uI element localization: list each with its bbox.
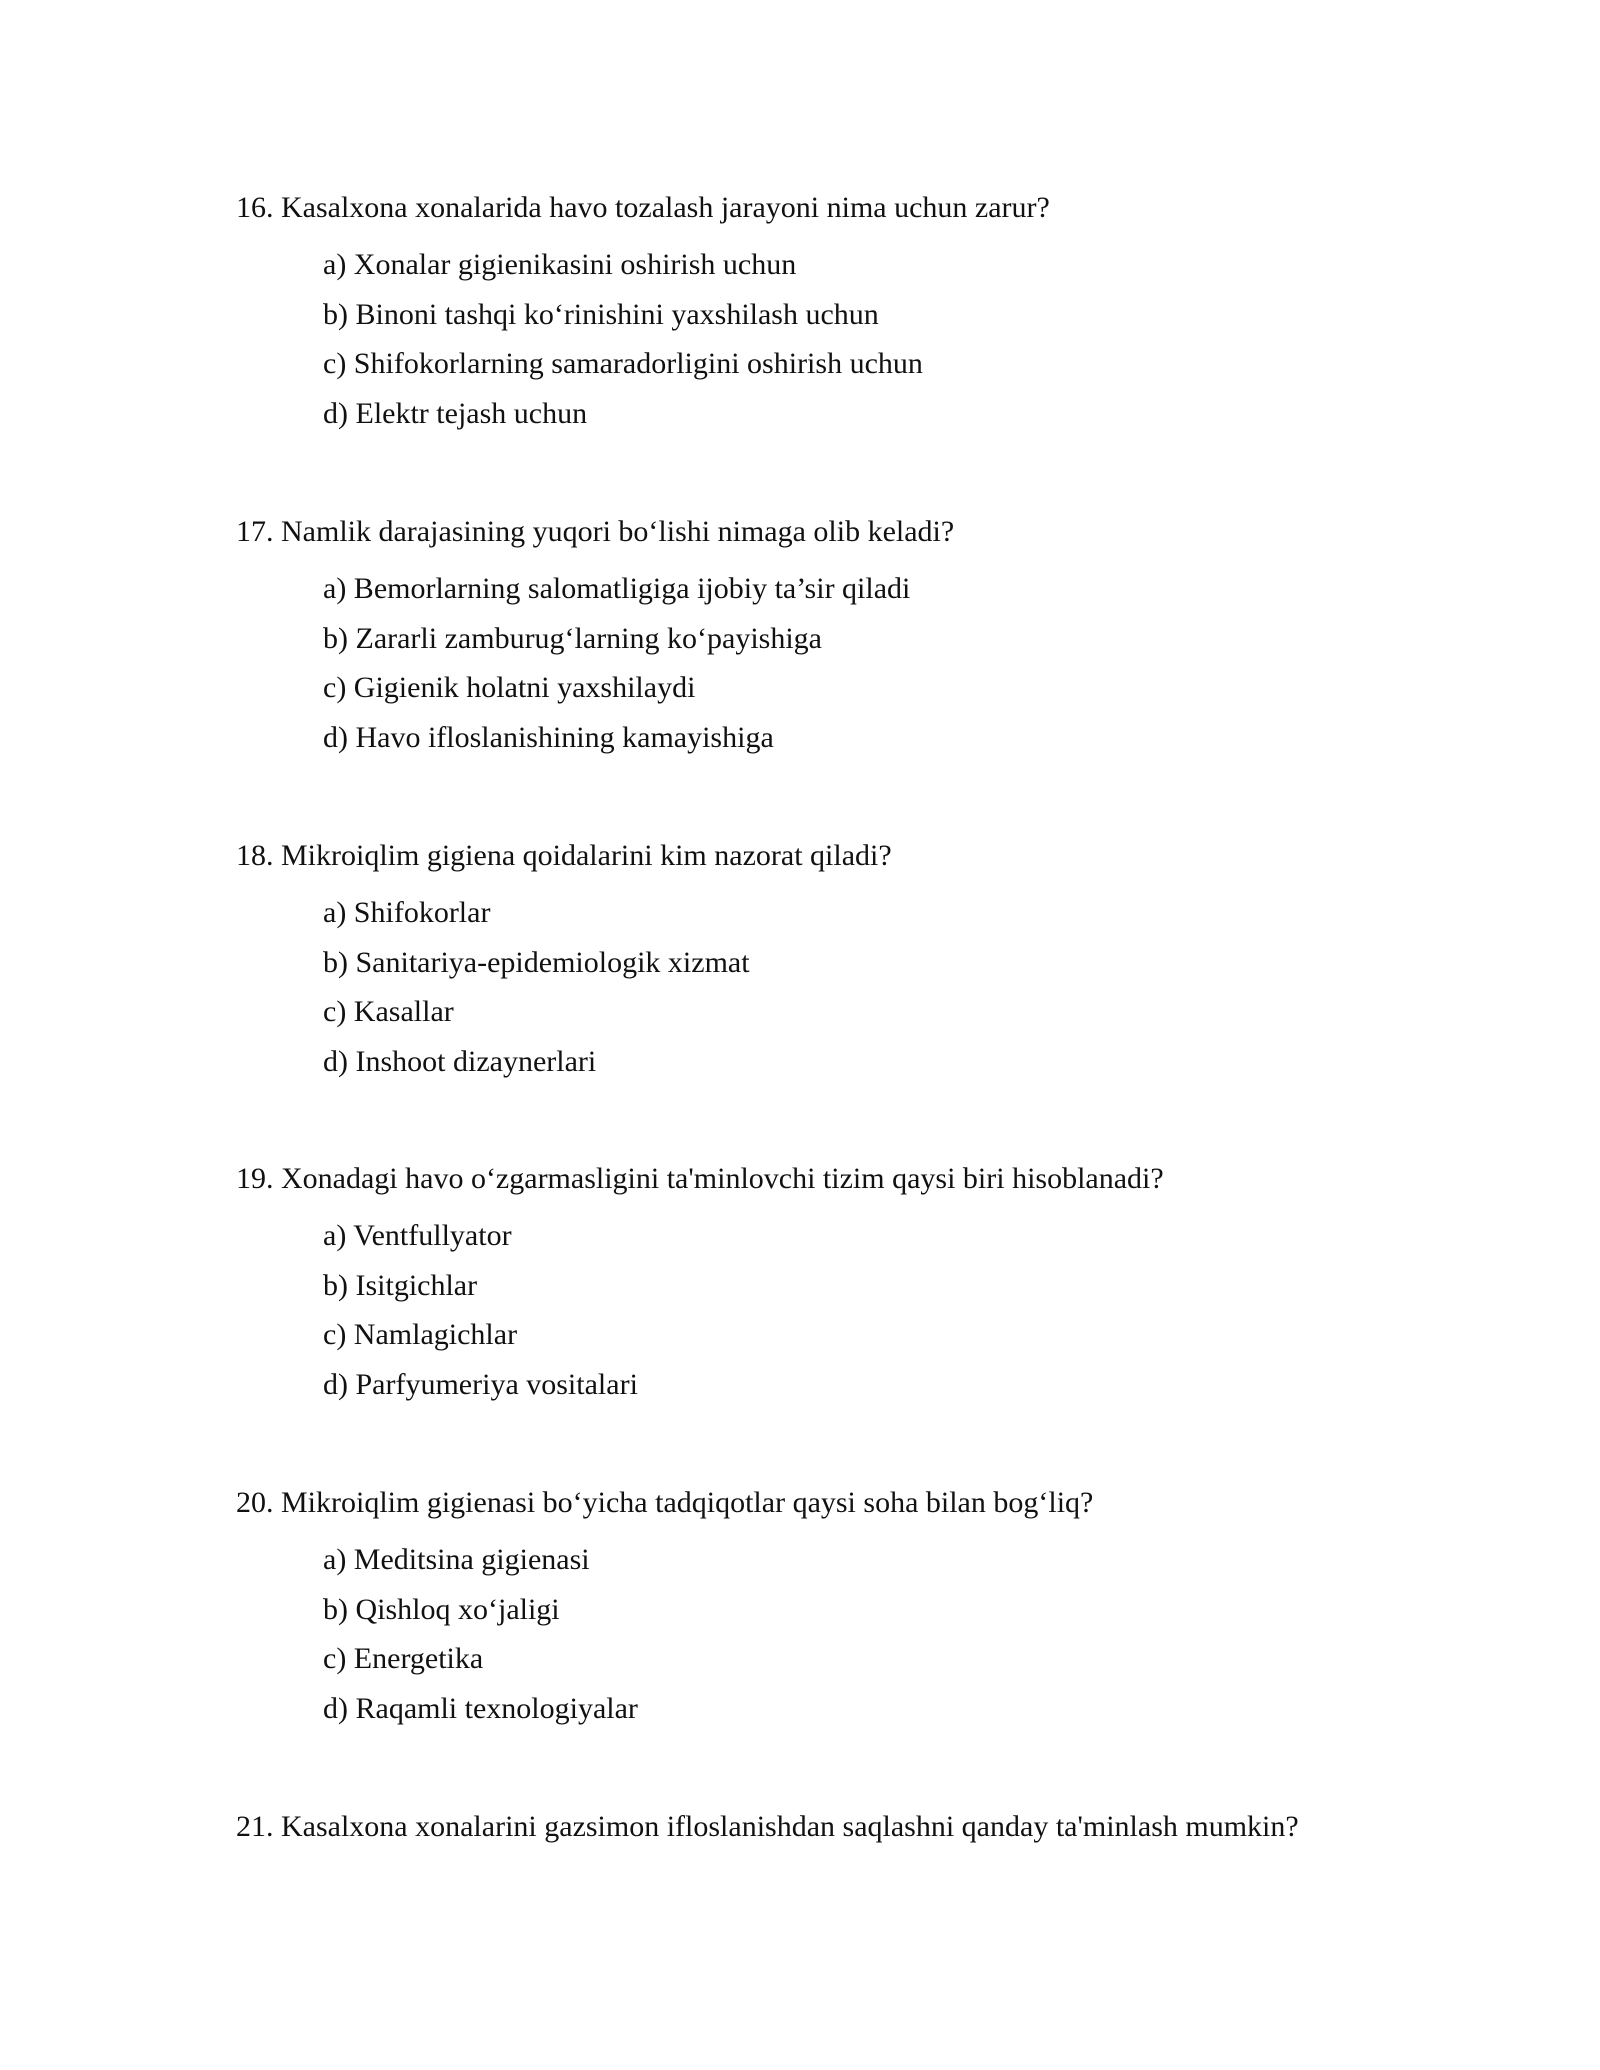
question-text: 18. Mikroiqlim gigiena qoidalarini kim nazorat qiladi? (236, 839, 892, 872)
answer-options (236, 1542, 1516, 1741)
option-d: d) Raqamli texnologiyalar (323, 1692, 638, 1726)
question-18 (236, 838, 1516, 1094)
question-19 (236, 1161, 1516, 1417)
option-a: a) Bemorlarning salomatligiga ijobiy ta’sir qiladi (323, 572, 911, 605)
option-c: c) Namlagichlar (323, 1318, 518, 1352)
option-d: d) Havo ifloslanishining kamayishiga (323, 721, 774, 755)
option-c: c) Shifokorlarning samaradorligini oshirish uchun (323, 347, 923, 381)
option-c: c) Kasallar (323, 995, 454, 1029)
option-b: b) Isitgichlar (323, 1268, 478, 1302)
question-16 (236, 190, 1516, 446)
question-text: 17. Namlik darajasining yuqori bo‘lishi nimaga olib keladi? (236, 515, 955, 548)
option-b: b) Zararli zamburug‘larning ko‘payishiga (323, 621, 822, 655)
option-d: d) Elektr tejash uchun (323, 397, 588, 431)
option-a: a) Xonalar gigienikasini oshirish uchun (323, 248, 797, 281)
option-b: b) Binoni tashqi ko‘rinishini yaxshilash uchun (323, 297, 879, 331)
question-20 (236, 1485, 1516, 1741)
question-text: 16. Kasalxona xonalarida havo tozalash jarayoni nima uchun zarur? (236, 191, 1050, 224)
option-a: a) Shifokorlar (323, 896, 491, 929)
answer-options (236, 247, 1516, 446)
answer-options (236, 1218, 1516, 1417)
option-c: c) Energetika (323, 1642, 484, 1676)
option-d: d) Parfyumeriya vositalari (323, 1368, 638, 1402)
option-b: b) Sanitariya-epidemiologik xizmat (323, 945, 750, 979)
answer-options (236, 571, 1516, 770)
option-c: c) Gigienik holatni yaxshilaydi (323, 671, 696, 705)
option-a: a) Ventfullyator (323, 1219, 512, 1252)
option-d: d) Inshoot dizaynerlari (323, 1045, 597, 1079)
option-a: a) Meditsina gigienasi (323, 1543, 590, 1576)
question-21 (236, 1809, 1516, 1845)
answer-options (236, 895, 1516, 1094)
question-17 (236, 514, 1516, 770)
question-text: 19. Xonadagi havo o‘zgarmasligini ta'minlovchi tizim qaysi biri hisoblanadi? (236, 1162, 1164, 1195)
question-text: 20. Mikroiqlim gigienasi bo‘yicha tadqiqotlar qaysi soha bilan bog‘liq? (236, 1486, 1094, 1519)
question-text: 21. Kasalxona xonalarini gazsimon ifloslanishdan saqlashni qanday ta'minlash mumkin? (236, 1810, 1299, 1843)
option-b: b) Qishloq xo‘jaligi (323, 1592, 560, 1626)
